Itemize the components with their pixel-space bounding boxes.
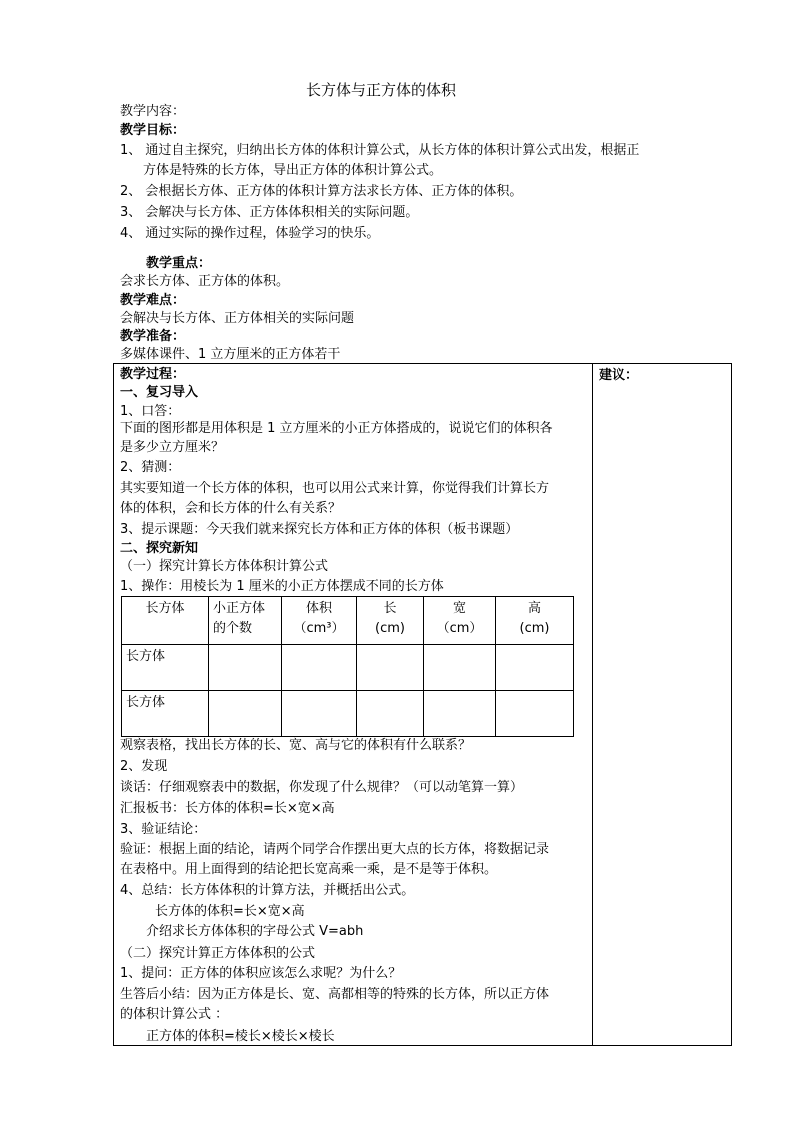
process-line: 其实要知道一个长方体的体积，也可以用公式来计算，你觉得我们计算长方: [120, 481, 550, 496]
goals-label: 教学目标：: [120, 123, 186, 138]
process-line: 1、操作：用棱长为 1 厘米的小正方体摆成不同的长方体: [120, 579, 444, 594]
process-label: 教学过程：: [120, 367, 186, 382]
process-line: 体的体积，会和长方体的什么有关系？: [120, 501, 342, 516]
process-line: 是多少立方厘米？: [120, 440, 225, 455]
goal-item: 方体是特殊的长方体，导出正方体的体积计算公式。: [143, 163, 443, 178]
sub-heading: （一）探究计算长方体体积计算公式: [120, 559, 329, 574]
process-line: 汇报板书：长方体的体积=长×宽×高: [120, 801, 335, 816]
table-header: 体积 （cm³）: [282, 597, 357, 645]
table-row: [122, 645, 574, 691]
process-line: 1、提问：正方体的体积应该怎么求呢？为什么？: [120, 966, 402, 981]
process-line: 3、验证结论：: [120, 822, 207, 837]
sub-heading: （二）探究计算正方体体积的公式: [120, 946, 316, 961]
formula-line: 正方体的体积=棱长×棱长×棱长: [146, 1029, 335, 1044]
process-line: 观察表格，找出长方体的长、宽、高与它的体积有什么联系？: [120, 738, 472, 753]
difficulty-label: 教学难点：: [120, 293, 186, 308]
table-cell: [496, 691, 574, 737]
table-cell: 长方体: [122, 691, 209, 737]
formula-line: 长方体的体积=长×宽×高: [155, 904, 305, 919]
goal-item: 1、 通过自主探究，归纳出长方体的体积计算公式，从长方体的体积计算公式出发，根据正: [120, 143, 640, 158]
section-heading: 一、复习导入: [120, 385, 199, 400]
goal-item: 3、 会解决与长方体、正方体体积相关的实际问题。: [120, 205, 419, 220]
key-text: 会求长方体、正方体的体积。: [120, 274, 290, 289]
process-line: 3、提示课题：今天我们就来探究长方体和正方体的体积（板书课题）: [120, 522, 519, 537]
column-divider: [592, 363, 593, 1046]
key-label: 教学重点：: [146, 256, 212, 271]
table-cell: [282, 691, 357, 737]
process-line: 2、猜测：: [120, 460, 181, 475]
table-cell: [424, 691, 496, 737]
table-header: 长方体: [122, 597, 209, 645]
page-title: 长方体与正方体的体积: [306, 81, 457, 99]
process-line: 验证：根据上面的结论，请两个同学合作摆出更大点的长方体，将数据记录: [120, 842, 550, 857]
prep-label: 教学准备：: [120, 329, 186, 344]
section-heading: 二、探究新知: [120, 541, 199, 556]
process-line: 在表格中。用上面得到的结论把长宽高乘一乘，是不是等于体积。: [120, 862, 498, 877]
table-header: 长 (cm): [357, 597, 424, 645]
prep-text: 多媒体课件、1 立方厘米的正方体若干: [120, 347, 341, 362]
difficulty-text: 会解决与长方体、正方体相关的实际问题: [120, 311, 355, 326]
table-cell: [209, 691, 282, 737]
table-cell: [209, 645, 282, 691]
table-header: 小正方体 的个数: [209, 597, 282, 645]
content-label: 教学内容：: [120, 104, 186, 119]
process-line: 谈话：仔细观察表中的数据，你发现了什么规律？（可以动笔算一算）: [120, 780, 524, 795]
goal-item: 2、 会根据长方体、正方体的体积计算方法求长方体、正方体的体积。: [120, 184, 523, 199]
table-header: 宽 （cm）: [424, 597, 496, 645]
formula-line: 介绍求长方体体积的字母公式 V=abh: [146, 924, 364, 939]
table-cell: [357, 691, 424, 737]
table-cell: [282, 645, 357, 691]
process-line: 生答后小结：因为正方体是长、宽、高都相等的特殊的长方体，所以正方体: [120, 987, 550, 1002]
table-cell: [357, 645, 424, 691]
process-line: 下面的图形都是用体积是 1 立方厘米的小正方体搭成的，说说它们的体积各: [120, 421, 553, 436]
process-line: 2、发现: [120, 759, 168, 774]
table-header-row: [122, 597, 574, 645]
goal-item: 4、 通过实际的操作过程，体验学习的快乐。: [120, 226, 380, 241]
table-row: [122, 691, 574, 737]
table-cell: [424, 645, 496, 691]
process-line: 1、口答：: [120, 404, 181, 419]
process-line: 4、总结：长方体体积的计算方法，并概括出公式。: [120, 883, 415, 898]
process-line: 的体积计算公式 ：: [120, 1007, 229, 1022]
suggest-label: 建议：: [599, 368, 639, 383]
table-cell: [496, 645, 574, 691]
table-cell: 长方体: [122, 645, 209, 691]
data-table: [121, 596, 574, 737]
table-header: 高 (cm): [496, 597, 574, 645]
